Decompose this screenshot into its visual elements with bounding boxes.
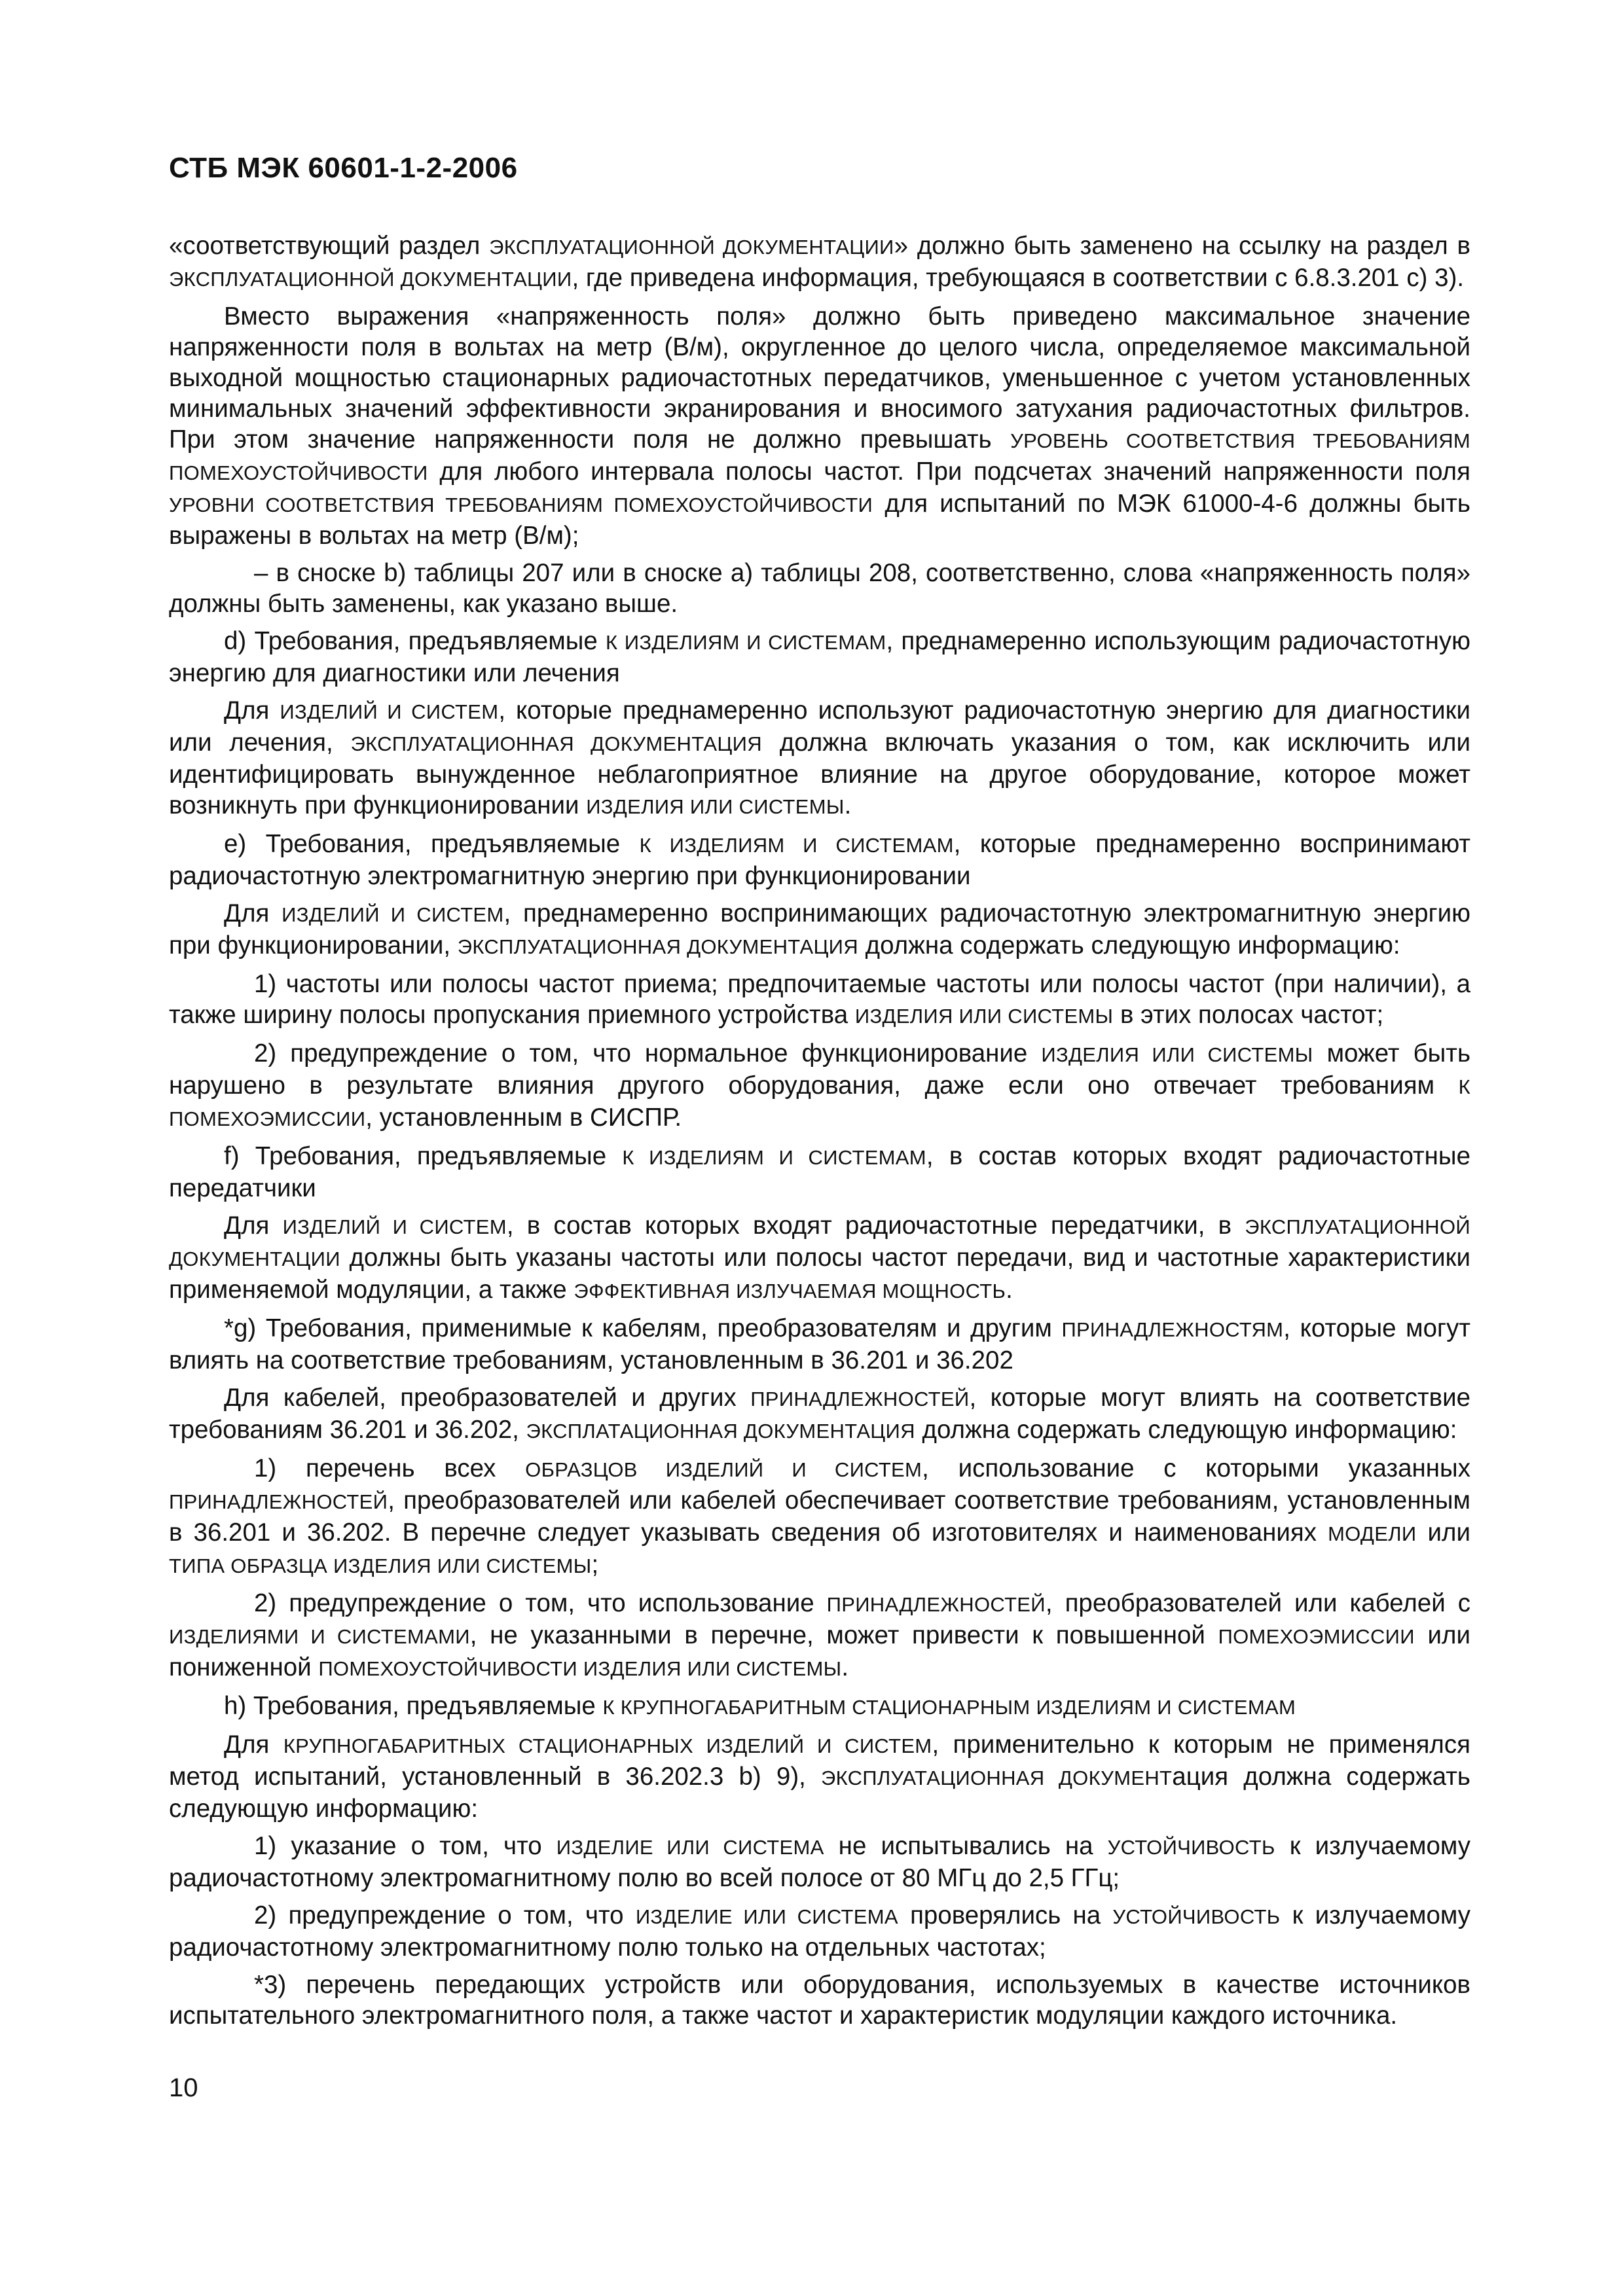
paragraph: 2) предупреждение о том, что использование ПРИНАДЛЕЖНОСТЕЙ, преобразователей или кабелей с ИЗДЕЛИЯМИ И СИСТЕМАМИ, не указанными в перечне, может привести к повышенной ПОМЕХОЭМИССИИ или пониженной ПОМЕХОУСТОЙЧИВОСТИ ИЗДЕЛИЯ ИЛИ СИСТЕМЫ. [169, 1589, 1470, 1681]
standard-header: СТБ МЭК 60601-1-2-2006 [169, 152, 518, 184]
paragraph: 1) частоты или полосы частот приема; предпочитаемые частоты или полосы частот (при наличии), а также ширину полосы пропускания приемного устройства ИЗДЕЛИЯ ИЛИ СИСТЕМЫ в этих полосах частот; [169, 970, 1470, 1029]
paragraph: Для ИЗДЕЛИЙ И СИСТЕМ, которые преднамеренно используют радиочастотную энергию для диагностики или лечения, ЭКСПЛУАТАЦИОННАЯ ДОКУМЕНТАЦИЯ должна включать указания о том, как исключить или идентифицировать вынужденное неблагоприятное влияние на другое оборудование, которое может возникнуть при функционировании ИЗДЕЛИЯ ИЛИ СИСТЕМЫ. [169, 696, 1471, 819]
paragraph: 2) предупреждение о том, что нормальное функционирование ИЗДЕЛИЯ ИЛИ СИСТЕМЫ может быть нарушено в результате влияния другого оборудования, даже если оно отвечает требованиям К ПОМЕХОЭМИССИИ, установленным в СИСПР. [169, 1039, 1470, 1132]
paragraph: 1) указание о том, что ИЗДЕЛИЕ ИЛИ СИСТЕМА не испытывались на УСТОЙЧИВОСТЬ к излучаемому радиочастотному электромагнитному полю во всей полосе от 80 МГц до 2,5 ГГц; [169, 1832, 1471, 1892]
paragraph: Для ИЗДЕЛИЙ И СИСТЕМ, преднамеренно воспринимающих радиочастотную электромагнитную энергию при функционировании, ЭКСПЛУАТАЦИОННАЯ ДОКУМЕНТАЦИЯ должна содержать следующую информацию: [169, 899, 1471, 960]
paragraph: 1) перечень всех ОБРАЗЦОВ ИЗДЕЛИЙ И СИСТЕМ, использование с которыми указанных ПРИНАДЛЕЖНОСТЕЙ, преобразователей или кабелей обеспечивает соответствие требованиям, установленным в 36.201 и 36.202. В перечне следует указывать сведения об изготовителях и наименованиях МОДЕЛИ или ТИПА ОБРАЗЦА ИЗДЕЛИЯ ИЛИ СИСТЕМЫ; [169, 1454, 1470, 1579]
paragraph: d) Требования, предъявляемые К ИЗДЕЛИЯМ И СИСТЕМАМ, преднамеренно использующим радиочастотную энергию для диагностики или лечения [169, 627, 1470, 687]
paragraph: «соответствующий раздел ЭКСПЛУАТАЦИОННОЙ ДОКУМЕНТАЦИИ» должно быть заменено на ссылку на раздел в ЭКСПЛУАТАЦИОННОЙ ДОКУМЕНТАЦИИ, где приведена информация, требующаяся в соответствии с 6.8.3.201 с) 3). [169, 232, 1470, 292]
paragraph: h) Требования, предъявляемые К КРУПНОГАБАРИТНЫМ СТАЦИОНАРНЫМ ИЗДЕЛИЯМ И СИСТЕМАМ [224, 1692, 1296, 1720]
body-text [169, 230, 1470, 2037]
paragraph: Для ИЗДЕЛИЙ И СИСТЕМ, в состав которых входят радиочастотные передатчики, в ЭКСПЛУАТАЦИОННОЙ ДОКУМЕНТАЦИИ должны быть указаны частоты или полосы частот передачи, вид и частотные характеристики применяемой модуляции, а также ЭФФЕКТИВНАЯ ИЗЛУЧАЕМАЯ МОЩНОСТЬ. [169, 1211, 1470, 1304]
paragraph: f) Требования, предъявляемые К ИЗДЕЛИЯМ И СИСТЕМАМ, в состав которых входят радиочастотные передатчики [169, 1142, 1470, 1202]
paragraph: е) Требования, предъявляемые К ИЗДЕЛИЯМ И СИСТЕМАМ, которые преднамеренно воспринимают радиочастотную электромагнитную энергию при функционировании [169, 830, 1470, 890]
paragraph: Вместо выражения «напряженность поля» должно быть приведено максимальное значение напряженности поля в вольтах на метр (В/м), округленное до целого числа, определяемое максимальной выходной мощностью стационарных радиочастотных передатчиков, уменьшенное с учетом установленных минимальных значений эффективности экранирования и вносимого затухания радиочастотных фильтров. При этом значение напряженности поля не должно превышать УРОВЕНЬ СООТВЕТСТВИЯ ТРЕБОВАНИЯМ ПОМЕХОУСТОЙЧИВОСТИ для любого интервала полосы частот. При подсчетах значений напряженности поля УРОВНИ СООТВЕТСТВИЯ ТРЕБОВАНИЯМ ПОМЕХОУСТОЙЧИВОСТИ для испытаний по МЭК 61000-4-6 должны быть выражены в вольтах на метр (В/м); [169, 302, 1471, 550]
paragraph: Для кабелей, преобразователей и других ПРИНАДЛЕЖНОСТЕЙ, которые могут влиять на соответствие требованиям 36.201 и 36.202, ЭКСПЛАТАЦИОННАЯ ДОКУМЕНТАЦИЯ должна содержать следующую информацию: [169, 1384, 1470, 1444]
paragraph: – в сноске b) таблицы 207 или в сноске а) таблицы 208, соответственно, слова «напряженность поля» должны быть заменены, как указано выше. [169, 559, 1470, 618]
page-number: 10 [169, 2073, 198, 2102]
paragraph: 2) предупреждение о том, что ИЗДЕЛИЕ ИЛИ СИСТЕМА проверялись на УСТОЙЧИВОСТЬ к излучаемому радиочастотному электромагнитному полю только на отдельных частотах; [169, 1901, 1471, 1962]
paragraph: Для КРУПНОГАБАРИТНЫХ СТАЦИОНАРНЫХ ИЗДЕЛИЙ И СИСТЕМ, применительно к которым не применялся метод испытаний, установленный в 36.202.3 b) 9), ЭКСПЛУАТАЦИОННАЯ ДОКУМЕНТация должна содержать следующую информацию: [169, 1731, 1470, 1823]
paragraph: *g) Требования, применимые к кабелям, преобразователям и другим ПРИНАДЛЕЖНОСТЯМ, которые могут влиять на соответствие требованиям, установленным в 36.201 и 36.202 [169, 1314, 1470, 1374]
paragraph: *3) перечень передающих устройств или оборудования, используемых в качестве источников испытательного электромагнитного поля, а также частот и характеристик модуляции каждого источника. [169, 1971, 1470, 2030]
